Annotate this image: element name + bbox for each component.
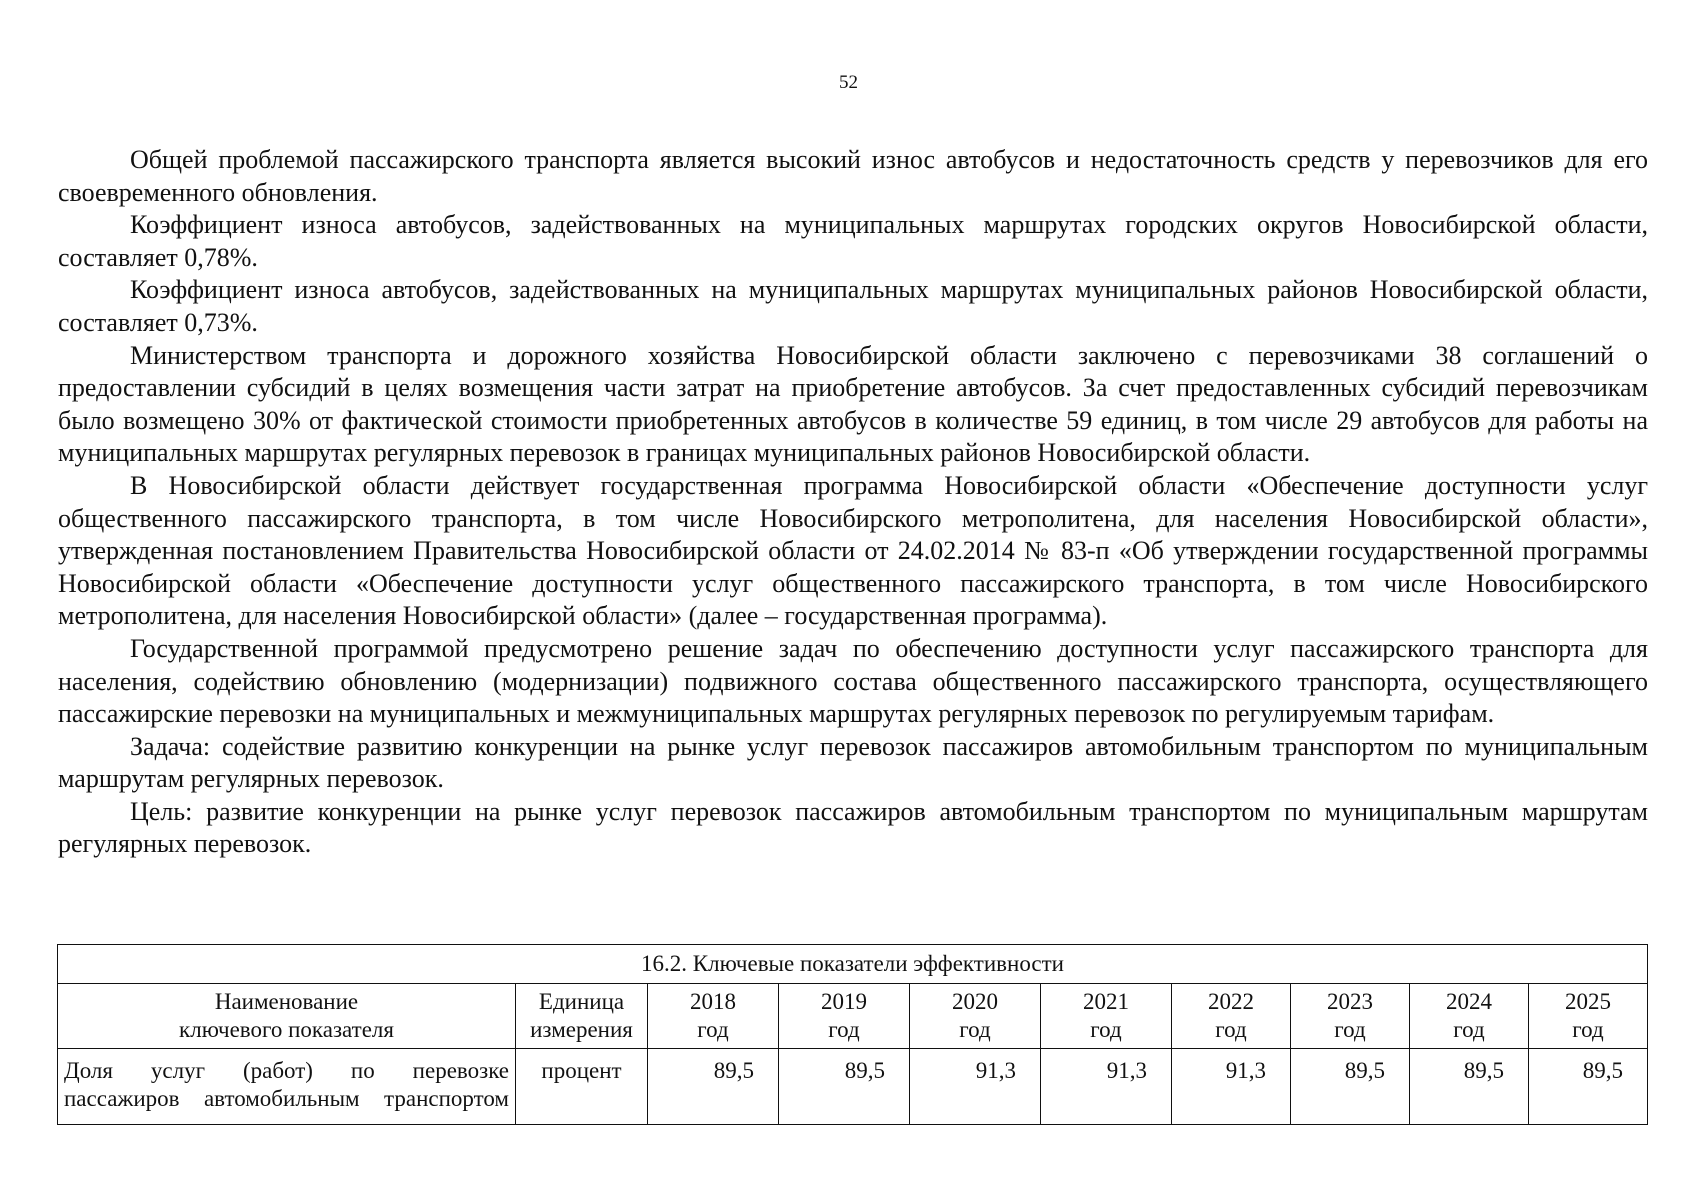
header-year-2018: 2018 год bbox=[648, 984, 779, 1049]
paragraph-4: Министерством транспорта и дорожного хозяйства Новосибирской области заключено с перевозчиками 38 соглашений о предоставлении субсидий в целях возмещения части затрат на приобретение автобусов. За счет предоставленных субсидий перевозчикам было возмещено 30% от фактической стоимости приобретенных автобусов в количестве 59 единиц, в том числе 29 автобусов для работы на муниципальных маршрутах регулярных перевозок в границах муниципальных районов Новосибирской области. bbox=[58, 340, 1648, 468]
table-caption: 16.2. Ключевые показатели эффективности bbox=[58, 945, 1648, 984]
value-2019: 89,5 bbox=[779, 1049, 910, 1125]
value-2022: 91,3 bbox=[1172, 1049, 1291, 1125]
header-year-2023: 2023 год bbox=[1291, 984, 1410, 1049]
paragraph-7: Задача: содействие развитию конкуренции на рынке услуг перевозок пассажиров автомобильным транспортом по муниципальным маршрутам регулярных перевозок. bbox=[58, 731, 1648, 794]
header-year-2024: 2024 год bbox=[1410, 984, 1529, 1049]
page-number: 52 bbox=[839, 72, 858, 93]
indicator-name-cell: Доля услуг (работ) по перевозке пассажиров автомобильным транспортом bbox=[58, 1049, 516, 1125]
value-2023: 89,5 bbox=[1291, 1049, 1410, 1125]
kpi-table bbox=[57, 944, 1648, 1125]
header-year-2025: 2025 год bbox=[1529, 984, 1648, 1049]
header-year-2021: 2021 год bbox=[1041, 984, 1172, 1049]
value-2025: 89,5 bbox=[1529, 1049, 1648, 1125]
header-year-2022: 2022 год bbox=[1172, 984, 1291, 1049]
paragraph-8: Цель: развитие конкуренции на рынке услуг перевозок пассажиров автомобильным транспортом по муниципальным маршрутам регулярных перевозок. bbox=[58, 796, 1648, 859]
value-2018: 89,5 bbox=[648, 1049, 779, 1125]
body-text bbox=[58, 144, 1648, 861]
header-unit: Единица измерения bbox=[516, 984, 648, 1049]
paragraph-2: Коэффициент износа автобусов, задействованных на муниципальных маршрутах городских округов Новосибирской области, составляет 0,78%. bbox=[58, 210, 1648, 272]
header-year-2020: 2020 год bbox=[910, 984, 1041, 1049]
value-2020: 91,3 bbox=[910, 1049, 1041, 1125]
paragraph-1: Общей проблемой пассажирского транспорта является высокий износ автобусов и недостаточность средств у перевозчиков для его своевременного обновления. bbox=[58, 145, 1648, 207]
value-2021: 91,3 bbox=[1041, 1049, 1172, 1125]
paragraph-6: Государственной программой предусмотрено решение задач по обеспечению доступности услуг пассажирского транспорта для населения, содействию обновлению (модернизации) подвижного состава общественного пассажирского транспорта, осуществляющего пассажирские перевозки на муниципальных и межмуниципальных маршрутах регулярных перевозок по регулируемым тарифам. bbox=[58, 633, 1648, 729]
header-indicator-name: Наименование ключевого показателя bbox=[58, 984, 516, 1049]
paragraph-5: В Новосибирской области действует государственная программа Новосибирской области «Обеспечение доступности услуг общественного пассажирского транспорта, в том числе Новосибирского метрополитена, для населения Новосибирской области», утвержденная постановлением Правительства Новосибирской области от 24.02.2014 № 83-п «Об утверждении государственной программы Новосибирской области «Обеспечение доступности услуг общественного пассажирского транспорта, в том числе Новосибирского метрополитена, для населения Новосибирской области» (далее – государственная программа). bbox=[58, 470, 1648, 631]
unit-cell: процент bbox=[516, 1049, 648, 1125]
value-2024: 89,5 bbox=[1410, 1049, 1529, 1125]
header-year-2019: 2019 год bbox=[779, 984, 910, 1049]
table-row bbox=[58, 1049, 1648, 1125]
paragraph-3: Коэффициент износа автобусов, задействованных на муниципальных маршрутах муниципальных районов Новосибирской области, составляет 0,73%. bbox=[58, 275, 1648, 337]
table-header-row bbox=[58, 984, 1648, 1049]
